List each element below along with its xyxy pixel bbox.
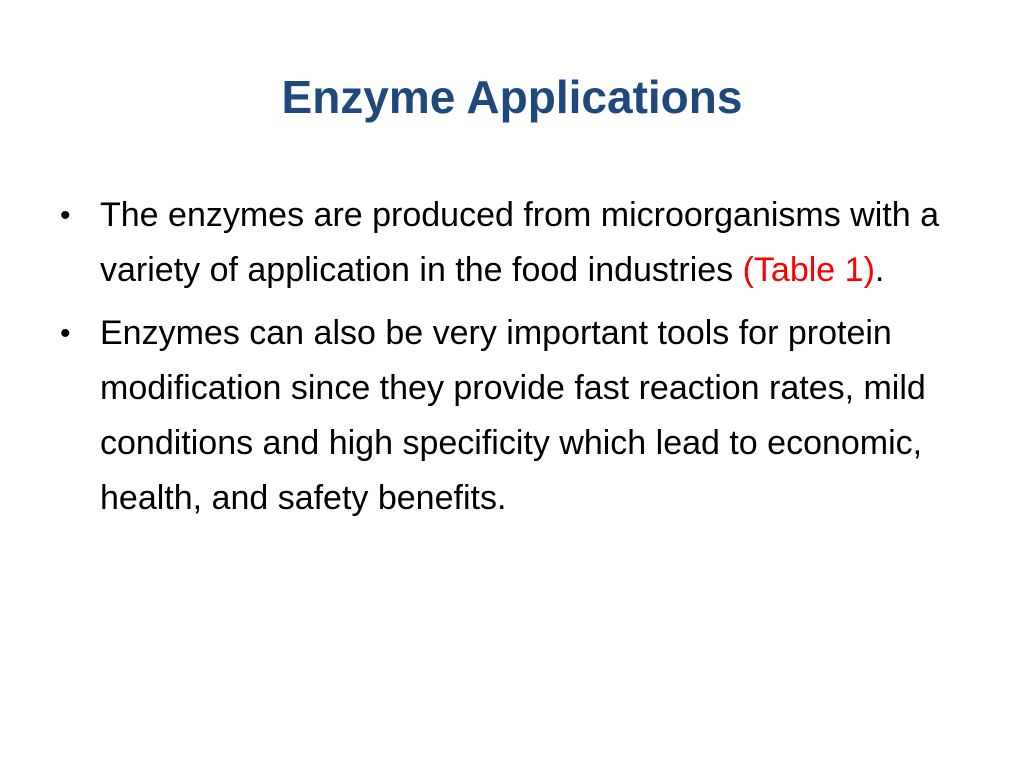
bullet-icon: • <box>60 317 71 350</box>
bullet-list <box>60 188 960 534</box>
bullet-item-enzyme-production <box>60 188 960 298</box>
bullet-text-end: . <box>874 251 885 289</box>
bullet-item-protein-modification <box>60 306 960 526</box>
bullet-icon: • <box>60 199 71 232</box>
table-reference: (Table 1) <box>742 251 875 289</box>
slide-title: Enzyme Applications <box>281 71 743 123</box>
bullet-text: Enzymes can also be very important tools for protein modification since they provide fast reaction rates, mild conditions and high specificity which lead to economic, health, and safety benefits. <box>100 314 926 517</box>
bullet-text: The enzymes are produced from microorganisms with a variety of application in the food industries <box>100 196 939 289</box>
